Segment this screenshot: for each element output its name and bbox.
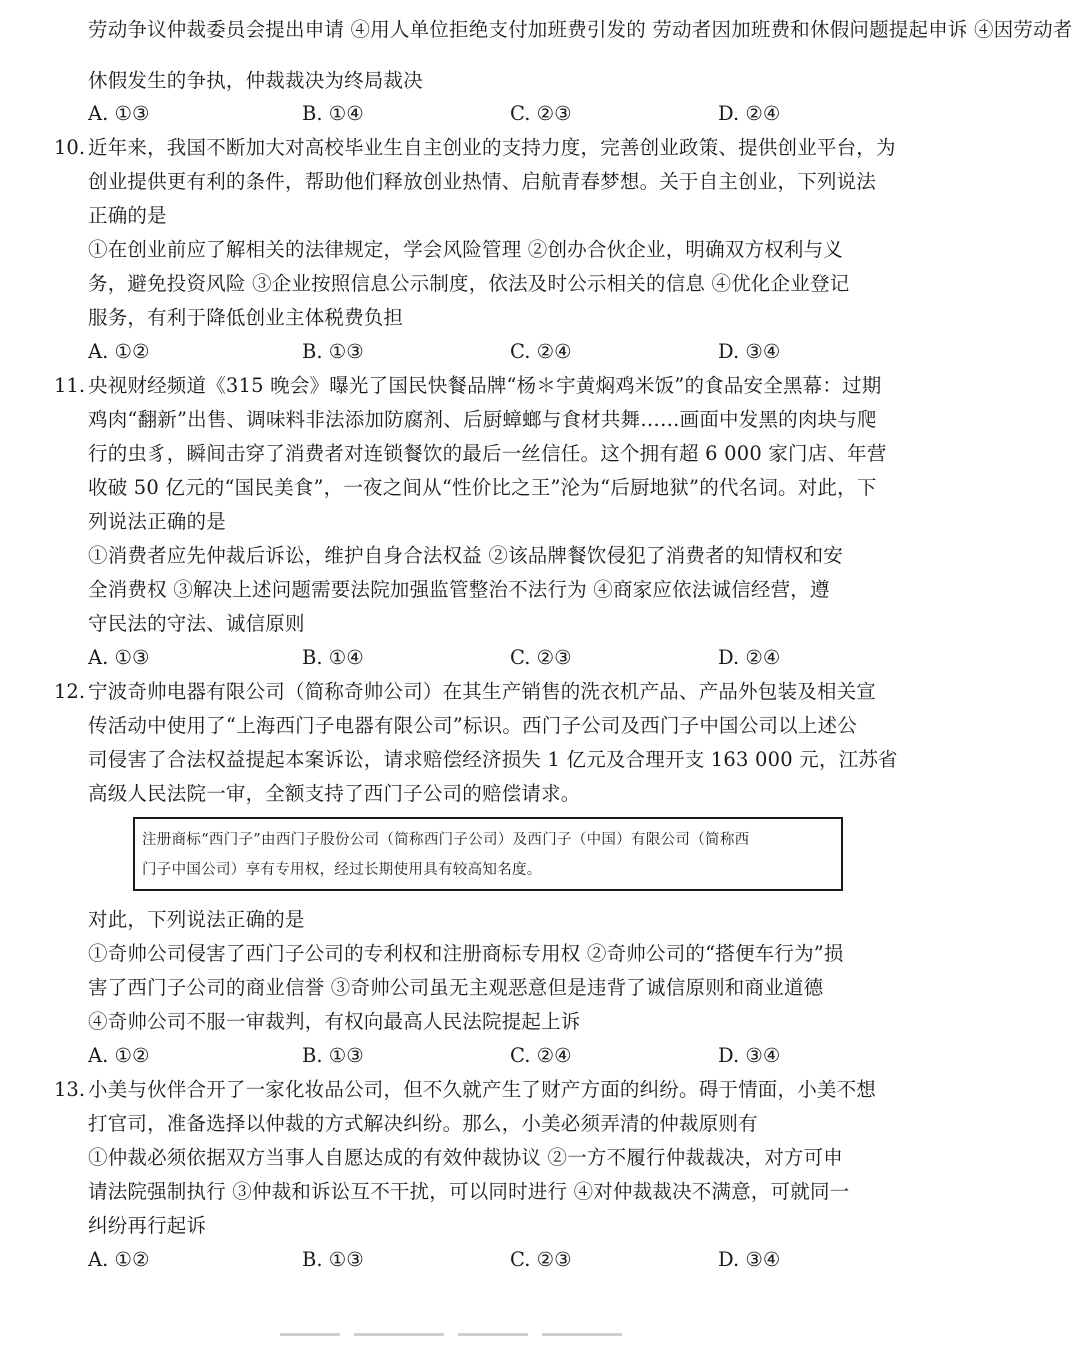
q10-option-d: D. ③④ bbox=[718, 340, 781, 363]
q10-stem-line: 正确的是 bbox=[88, 204, 167, 227]
q13-number: 13. bbox=[54, 1078, 86, 1101]
q12-stem-line: 司侵害了合法权益提起本案诉讼，请求赔偿经济损失 1 亿元及合理开支 163 000 元，江苏省 bbox=[88, 748, 898, 771]
q11-stem-line: 列说法正确的是 bbox=[88, 510, 226, 533]
q12-option-b: B. ①③ bbox=[302, 1044, 364, 1067]
q13-stem-line: 小美与伙伴合开了一家化妆品公司，但不久就产生了财产方面的纠纷。碍于情面，小美不想 bbox=[88, 1078, 877, 1101]
trademark-note-box bbox=[133, 817, 843, 891]
q10-statement-line: 服务，有利于降低创业主体税费负担 bbox=[88, 306, 404, 329]
q13-statement-line: ①仲裁必须依据双方当事人自愿达成的有效仲裁协议 ②一方不履行仲裁裁决，对方可申 bbox=[88, 1146, 843, 1169]
q10-option-b: B. ①③ bbox=[302, 340, 364, 363]
q10-stem-line: 创业提供更有利的条件，帮助他们释放创业热情、启航青春梦想。关于自主创业，下列说法 bbox=[88, 170, 877, 193]
q12-stem-line: 传活动中使用了“上海西门子电器有限公司”标识。西门子公司及西门子中国公司以上述公 bbox=[88, 714, 857, 737]
q12-statement-line: ①奇帅公司侵害了西门子公司的专利权和注册商标专用权 ②奇帅公司的“搭便车行为”损 bbox=[88, 942, 844, 965]
q12-prompt: 对此，下列说法正确的是 bbox=[88, 908, 305, 931]
q10-number: 10. bbox=[54, 136, 86, 159]
q9-option-c: C. ②③ bbox=[510, 102, 572, 125]
q12-statement-line: ④奇帅公司不服一审裁判，有权向最高人民法院提起上诉 bbox=[88, 1010, 581, 1033]
q13-stem-line: 打官司，准备选择以仲裁的方式解决纠纷。那么，小美必须弄清的仲裁原则有 bbox=[88, 1112, 758, 1135]
q12-stem-line: 宁波奇帅电器有限公司（简称奇帅公司）在其生产销售的洗衣机产品、产品外包装及相关宣 bbox=[88, 680, 877, 703]
box-text-line: 注册商标“西门子”由西门子股份公司（简称西门子公司）及西门子（中国）有限公司（简称西 bbox=[142, 832, 750, 848]
cut-off-line: 劳动争议仲裁委员会提出申请 ④用人单位拒绝支付加班费引发的 劳动者因加班费和休假问题提起申诉 ④因劳动者 bbox=[88, 18, 1073, 41]
q12-option-d: D. ③④ bbox=[718, 1044, 781, 1067]
q13-option-d: D. ③④ bbox=[718, 1248, 781, 1271]
q10-stem-line: 近年来，我国不断加大对高校毕业生自主创业的支持力度，完善创业政策、提供创业平台，为 bbox=[88, 136, 896, 159]
q9-option-b: B. ①④ bbox=[302, 102, 364, 125]
q11-option-c: C. ②③ bbox=[510, 646, 572, 669]
q11-stem-line: 央视财经频道《315 晚会》曝光了国民快餐品牌“杨＊宇黄焖鸡米饭”的食品安全黑幕：过期 bbox=[88, 374, 882, 397]
q10-option-a: A. ①② bbox=[88, 340, 150, 363]
q12-statement-line: 害了西门子公司的商业信誉 ③奇帅公司虽无主观恶意但是违背了诚信原则和商业道德 bbox=[88, 976, 824, 999]
q12-stem-line: 高级人民法院一审，全额支持了西门子公司的赔偿请求。 bbox=[88, 782, 581, 805]
q12-option-a: A. ①② bbox=[88, 1044, 150, 1067]
cut-off-footer bbox=[280, 1333, 660, 1339]
q11-statement-line: 全消费权 ③解决上述问题需要法院加强监管整治不法行为 ④商家应依法诚信经营，遵 bbox=[88, 578, 830, 601]
q11-stem-line: 鸡肉“翻新”出售、调味料非法添加防腐剂、后厨蟑螂与食材共舞……画面中发黑的肉块与爬 bbox=[88, 408, 877, 431]
q10-statement-line: ①在创业前应了解相关的法律规定，学会风险管理 ②创办合伙企业，明确双方权利与义 bbox=[88, 238, 843, 261]
q13-statement-line: 请法院强制执行 ③仲裁和诉讼互不干扰，可以同时进行 ④对仲裁裁决不满意，可就同一 bbox=[88, 1180, 850, 1203]
q11-option-a: A. ①③ bbox=[88, 646, 150, 669]
q11-number: 11. bbox=[54, 374, 86, 397]
q9-stem-tail: 休假发生的争执，仲裁裁决为终局裁决 bbox=[88, 69, 423, 92]
q11-statement-line: 守民法的守法、诚信原则 bbox=[88, 612, 305, 635]
q11-option-d: D. ②④ bbox=[718, 646, 781, 669]
q9-option-a: A. ①③ bbox=[88, 102, 150, 125]
q11-stem-line: 收破 50 亿元的“国民美食”，一夜之间从“性价比之王”沦为“后厨地狱”的代名词。对此，下 bbox=[88, 476, 877, 499]
q9-option-d: D. ②④ bbox=[718, 102, 781, 125]
q13-statement-line: 纠纷再行起诉 bbox=[88, 1214, 207, 1237]
q11-option-b: B. ①④ bbox=[302, 646, 364, 669]
q10-option-c: C. ②④ bbox=[510, 340, 572, 363]
q11-statement-line: ①消费者应先仲裁后诉讼，维护自身合法权益 ②该品牌餐饮侵犯了消费者的知情权和安 bbox=[88, 544, 843, 567]
q13-option-b: B. ①③ bbox=[302, 1248, 364, 1271]
box-text-line: 门子中国公司）享有专用权，经过长期使用具有较高知名度。 bbox=[142, 862, 542, 878]
q13-option-c: C. ②③ bbox=[510, 1248, 572, 1271]
q12-option-c: C. ②④ bbox=[510, 1044, 572, 1067]
q13-option-a: A. ①② bbox=[88, 1248, 150, 1271]
q12-number: 12. bbox=[54, 680, 86, 703]
q10-statement-line: 务，避免投资风险 ③企业按照信息公示制度，依法及时公示相关的信息 ④优化企业登记 bbox=[88, 272, 850, 295]
q11-stem-line: 行的虫豸，瞬间击穿了消费者对连锁餐饮的最后一丝信任。这个拥有超 6 000 家门店、年营 bbox=[88, 442, 887, 465]
